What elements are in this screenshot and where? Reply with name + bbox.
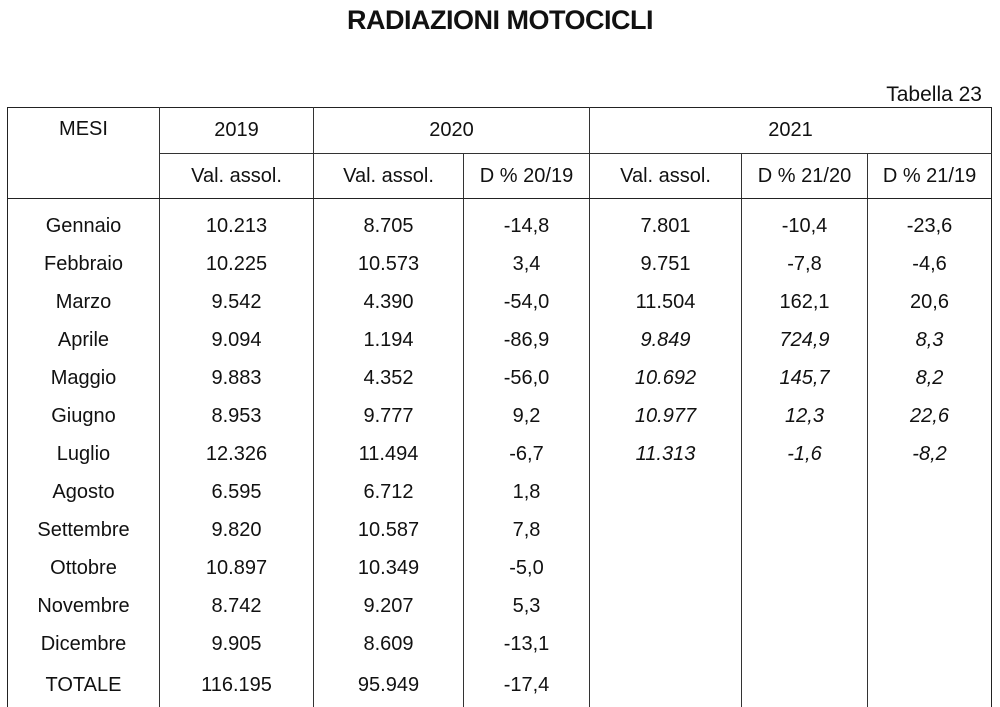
cell-val-2021 bbox=[590, 549, 742, 587]
table-row bbox=[8, 625, 992, 663]
cell-val-2021: 11.313 bbox=[590, 435, 742, 473]
cell-month: Aprile bbox=[8, 321, 160, 359]
cell-pct-20-19: 1,8 bbox=[464, 473, 590, 511]
cell-month: Dicembre bbox=[8, 625, 160, 663]
cell-val-2020: 10.573 bbox=[314, 245, 464, 283]
subheader-pct-21-20: D % 21/20 bbox=[742, 154, 868, 199]
cell-pct-20-19: 7,8 bbox=[464, 511, 590, 549]
subheader-pct-21-19: D % 21/19 bbox=[868, 154, 992, 199]
cell-val-2019: 9.542 bbox=[160, 283, 314, 321]
cell-pct-21-19: -4,6 bbox=[912, 252, 947, 275]
cell-val-2021: 10.692 bbox=[590, 359, 742, 397]
cell-month: Gennaio bbox=[8, 207, 160, 245]
cell-val-2020: 10.587 bbox=[314, 511, 464, 549]
cell-val-2019: 12.326 bbox=[160, 435, 314, 473]
cell-val-2020: 9.777 bbox=[314, 397, 464, 435]
cell-pct-21-20: 724,9 bbox=[742, 321, 868, 359]
cell-month: Settembre bbox=[8, 511, 160, 549]
cell-val-2020: 11.494 bbox=[314, 435, 464, 473]
total-label: TOTALE bbox=[8, 663, 160, 707]
cell-pct-21-20: 12,3 bbox=[742, 397, 868, 435]
header-year-2020: 2020 bbox=[314, 108, 590, 154]
total-pct-21-20 bbox=[742, 663, 868, 707]
cell-val-2020: 1.194 bbox=[314, 321, 464, 359]
cell-val-2020: 9.207 bbox=[314, 587, 464, 625]
cell-pct-20-19: 9,2 bbox=[464, 397, 590, 435]
subheader-val-2021: Val. assol. bbox=[590, 154, 742, 199]
cell-pct-20-19: -6,7 bbox=[464, 435, 590, 473]
cell-pct-21-20: 145,7 bbox=[742, 359, 868, 397]
cell-val-2020: 8.705 bbox=[314, 207, 464, 245]
cell-pct-21-20 bbox=[742, 625, 868, 663]
cell-pct-21-20: -10,4 bbox=[742, 207, 868, 245]
cell-val-2019: 10.897 bbox=[160, 549, 314, 587]
cell-pct-20-19: 5,3 bbox=[464, 587, 590, 625]
cell-pct-21-19: 8,2 bbox=[915, 366, 944, 389]
cell-month: Febbraio bbox=[8, 245, 160, 283]
cell-val-2019: 8.953 bbox=[160, 397, 314, 435]
cell-pct-20-19: -13,1 bbox=[464, 625, 590, 663]
page-title: RADIAZIONI MOTOCICLI bbox=[347, 5, 653, 35]
cell-val-2020: 10.349 bbox=[314, 549, 464, 587]
total-2020: 95.949 bbox=[314, 663, 464, 707]
header-year-2019: 2019 bbox=[160, 108, 314, 154]
table-row bbox=[8, 473, 992, 511]
cell-month: Agosto bbox=[8, 473, 160, 511]
total-pct-20-19: -17,4 bbox=[464, 663, 590, 707]
table-number-label: Tabella 23 bbox=[886, 83, 982, 106]
cell-val-2019: 10.225 bbox=[160, 245, 314, 283]
cell-pct-20-19: -86,9 bbox=[464, 321, 590, 359]
subheader-val-2020: Val. assol. bbox=[314, 154, 464, 199]
table-row bbox=[8, 435, 992, 473]
cell-val-2021: 9.751 bbox=[590, 245, 742, 283]
cell-val-2020: 6.712 bbox=[314, 473, 464, 511]
cell-pct-21-19 bbox=[868, 587, 992, 625]
table-row bbox=[8, 245, 992, 283]
table-row bbox=[8, 587, 992, 625]
cell-pct-21-19 bbox=[868, 549, 992, 587]
cell-pct-21-19: 22,6 bbox=[910, 404, 949, 427]
cell-val-2019: 6.595 bbox=[160, 473, 314, 511]
cell-pct-21-19: -23,6 bbox=[906, 214, 953, 237]
cell-pct-20-19: -5,0 bbox=[464, 549, 590, 587]
cell-pct-21-19: 20,6 bbox=[910, 290, 949, 313]
cell-pct-21-19 bbox=[868, 473, 992, 511]
cell-month: Marzo bbox=[8, 283, 160, 321]
cell-val-2021: 10.977 bbox=[590, 397, 742, 435]
total-pct-21-19 bbox=[868, 663, 992, 707]
cell-pct-21-20 bbox=[742, 473, 868, 511]
table-row bbox=[8, 321, 992, 359]
table-row bbox=[8, 283, 992, 321]
table-row bbox=[8, 359, 992, 397]
subheader-pct-20-19: D % 20/19 bbox=[464, 154, 590, 199]
cell-val-2020: 4.390 bbox=[314, 283, 464, 321]
total-2019: 116.195 bbox=[160, 663, 314, 707]
cell-val-2021 bbox=[590, 473, 742, 511]
table-row bbox=[8, 511, 992, 549]
cell-pct-21-19 bbox=[868, 625, 992, 663]
cell-val-2021: 9.849 bbox=[590, 321, 742, 359]
cell-pct-21-19: 8,3 bbox=[915, 328, 944, 351]
cell-val-2019: 9.883 bbox=[160, 359, 314, 397]
cell-pct-20-19: -56,0 bbox=[464, 359, 590, 397]
cell-month: Novembre bbox=[8, 587, 160, 625]
table-row bbox=[8, 549, 992, 587]
cell-val-2021: 7.801 bbox=[590, 207, 742, 245]
cell-pct-20-19: -14,8 bbox=[464, 207, 590, 245]
data-table bbox=[7, 107, 992, 707]
subheader-val-2019: Val. assol. bbox=[160, 154, 314, 199]
cell-pct-21-20 bbox=[742, 587, 868, 625]
cell-val-2021 bbox=[590, 587, 742, 625]
cell-val-2020: 4.352 bbox=[314, 359, 464, 397]
cell-month: Maggio bbox=[8, 359, 160, 397]
cell-val-2021 bbox=[590, 625, 742, 663]
total-2021 bbox=[590, 663, 742, 707]
cell-month: Giugno bbox=[8, 397, 160, 435]
header-year-2021: 2021 bbox=[768, 119, 813, 141]
cell-val-2020: 8.609 bbox=[314, 625, 464, 663]
cell-val-2021 bbox=[590, 511, 742, 549]
cell-val-2021: 11.504 bbox=[590, 283, 742, 321]
cell-month: Ottobre bbox=[8, 549, 160, 587]
header-months: MESI bbox=[8, 108, 160, 199]
cell-val-2019: 9.905 bbox=[160, 625, 314, 663]
cell-pct-21-19: -8,2 bbox=[912, 442, 947, 465]
cell-val-2019: 10.213 bbox=[160, 207, 314, 245]
cell-pct-21-20: -1,6 bbox=[742, 435, 868, 473]
cell-val-2019: 8.742 bbox=[160, 587, 314, 625]
cell-pct-21-20: -7,8 bbox=[742, 245, 868, 283]
total-row bbox=[8, 663, 992, 707]
table-row bbox=[8, 397, 992, 435]
cell-pct-20-19: 3,4 bbox=[464, 245, 590, 283]
cell-month: Luglio bbox=[8, 435, 160, 473]
cell-pct-21-20 bbox=[742, 549, 868, 587]
cell-pct-21-19 bbox=[868, 511, 992, 549]
cell-pct-21-20 bbox=[742, 511, 868, 549]
cell-val-2019: 9.094 bbox=[160, 321, 314, 359]
cell-val-2019: 9.820 bbox=[160, 511, 314, 549]
table-row bbox=[8, 207, 992, 245]
cell-pct-21-20: 162,1 bbox=[742, 283, 868, 321]
cell-pct-20-19: -54,0 bbox=[464, 283, 590, 321]
